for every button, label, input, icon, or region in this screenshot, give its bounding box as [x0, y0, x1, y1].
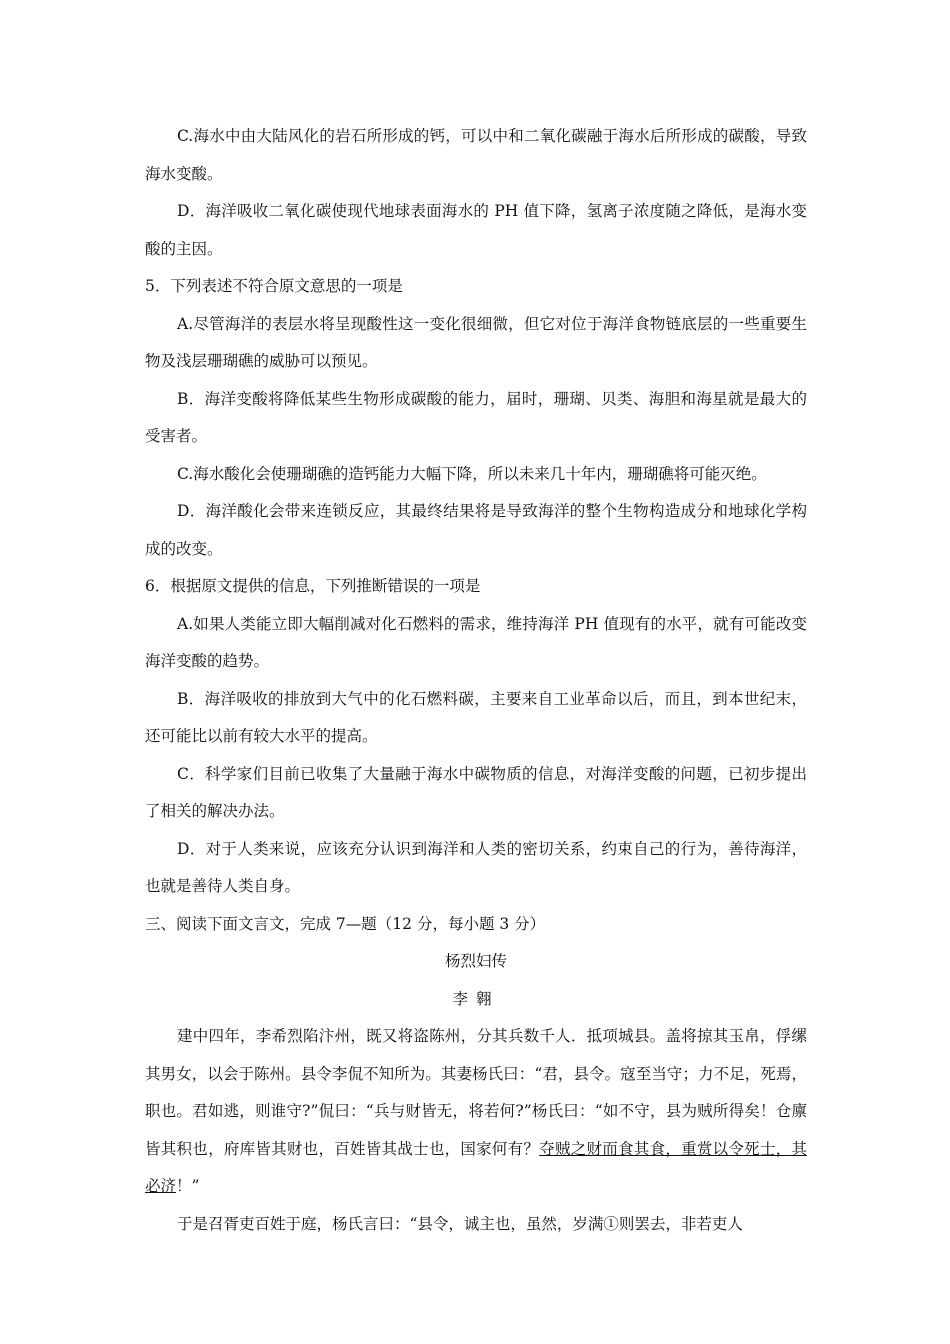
q6-option-d: D．对于人类来说，应该充分认识到海洋和人类的密切关系，约束自己的行为，善待海洋，也就是善待人类自身。 [145, 839, 807, 895]
q5-option-c: C.海水酸化会使珊瑚礁的造钙能力大幅下降，所以未来几十年内，珊瑚礁将可能灭绝。 [177, 464, 767, 483]
q4-option-c: C.海水中由大陆风化的岩石所形成的钙，可以中和二氧化碳融于海水后所形成的碳酸，导致海水变酸。 [145, 127, 807, 183]
q6-option-a: A.如果人类能立即大幅削减对化石燃料的需求，维持海洋 PH 值现有的水平，就有可能改变海洋变酸的趋势。 [145, 614, 807, 670]
passage-author: 李翱 [452, 989, 500, 1008]
q6-option-b: B．海洋吸收的排放到大气中的化石燃料碳，主要来自工业革命以后，而且，到本世纪末，还可能比以前有较大水平的提高。 [145, 689, 807, 745]
q6-option-c: C．科学家们目前已收集了大量融于海水中碳物质的信息，对海洋变酸的问题，已初步提出了相关的解决办法。 [145, 764, 807, 820]
q5-option-d: D．海洋酸化会带来连锁反应，其最终结果将是导致海洋的整个生物构造成分和地球化学构成的改变。 [145, 502, 807, 558]
section-three-heading: 三、阅读下面文言文，完成 7—题（12 分，每小题 3 分） [145, 914, 546, 933]
passage-paragraph-1 [145, 1018, 807, 1206]
q5-stem: 5．下列表述不符合原文意思的一项是 [145, 277, 403, 295]
passage-title: 杨烈妇传 [444, 952, 507, 970]
paragraph-1-end: ！” [176, 1177, 200, 1195]
passage-paragraph-2: 于是召胥吏百姓于庭，杨氏言曰：“县令，诚主也，虽然，岁满①则罢去，非若吏人 [177, 1214, 743, 1233]
q6-stem: 6．根据原文提供的信息，下列推断错误的一项是 [145, 577, 481, 595]
paragraph-1-text: 建中四年，李希烈陷汴州，既又将盗陈州，分其兵数千人．抵项城县。盖将掠其玉帛，俘缧其男女，以会于陈州。县令李侃不知所为。其妻杨氏曰：“君，县令。寇至当守；力不足，死焉，职也。君如逃，则谁守?”侃曰：“兵与财皆无，将若何?”杨氏曰：“如不守，县为贼所得矣！仓廪皆其积也，府库皆其财也，百姓皆其战士也，国家何有？ [145, 1027, 807, 1158]
q4-option-d: D．海洋吸收二氧化碳使现代地球表面海水的 PH 值下降，氢离子浓度随之降低，是海水变酸的主因。 [145, 202, 807, 258]
q5-option-b: B．海洋变酸将降低某些生物形成碳酸的能力，届时，珊瑚、贝类、海胆和海星就是最大的受害者。 [145, 389, 807, 445]
underlined-sentence: 夺贼之财而食其食，重赏以令死士，其必济 [145, 1139, 807, 1195]
exam-page [145, 118, 807, 1243]
q5-option-a: A.尽管海洋的表层水将呈现酸性这一变化很细微，但它对位于海洋食物链底层的一些重要生物及浅层珊瑚礁的威胁可以预见。 [145, 314, 807, 370]
